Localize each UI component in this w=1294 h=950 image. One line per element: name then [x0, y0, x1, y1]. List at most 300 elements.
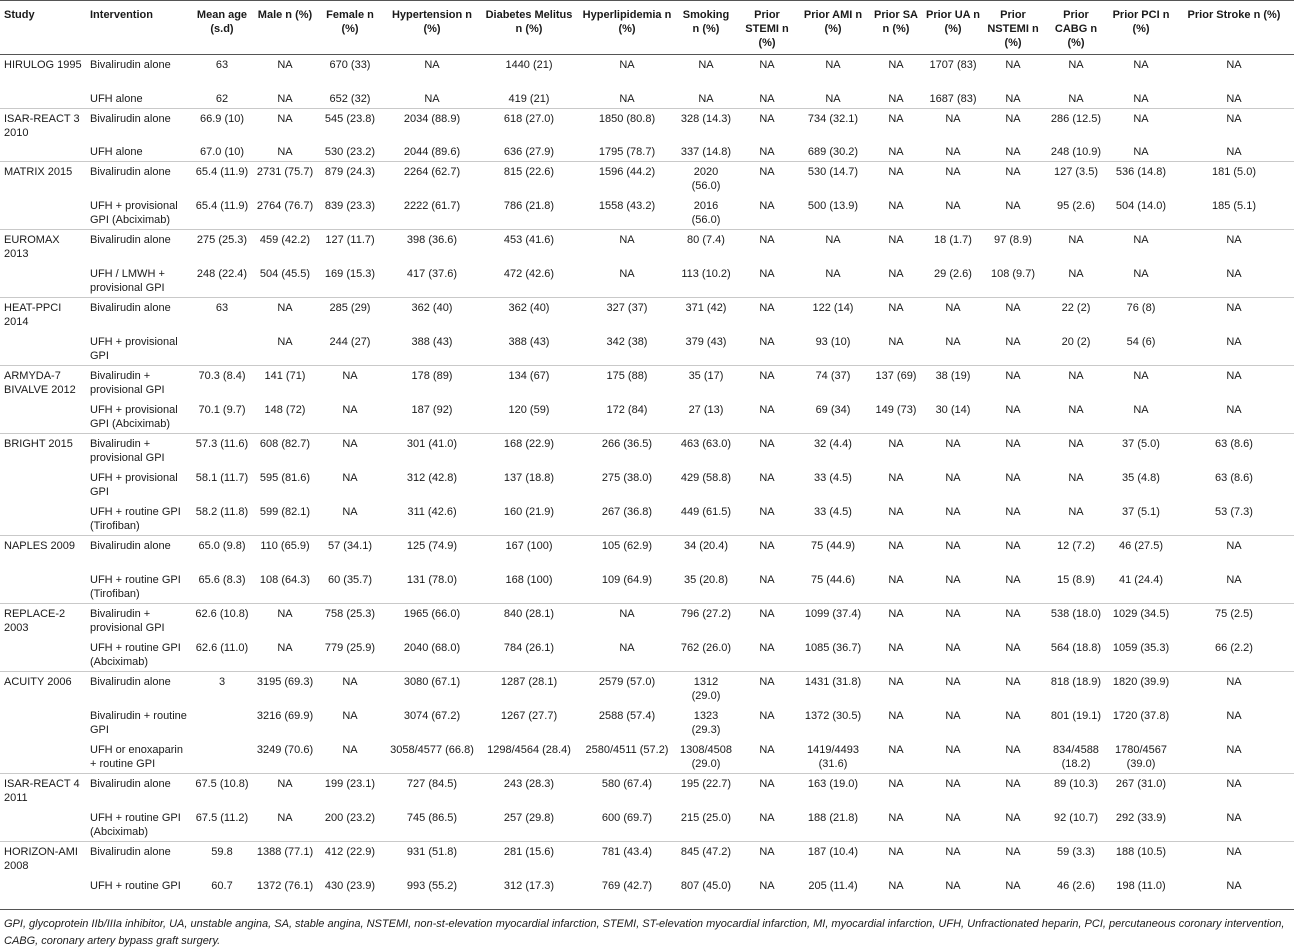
value-cell: 60 (35.7) [327, 573, 373, 586]
value-cell: NA [1068, 403, 1084, 416]
value-cell: NA [1005, 302, 1021, 314]
value-cell: NA [619, 641, 635, 654]
table-row [0, 604, 1294, 638]
value-cell: 18 (1.7) [934, 234, 972, 246]
intervention-cell: UFH + routine GPI [90, 879, 181, 892]
column-header: Smoking n (%) [682, 9, 730, 35]
intervention-cell: Bivalirudin alone [90, 166, 171, 178]
value-cell: 35 (17) [688, 370, 724, 382]
value-cell: 734 (32.1) [807, 112, 859, 125]
table-row [0, 468, 1294, 502]
intervention-cell: UFH + provisional GPI (Abciximab) [90, 199, 178, 226]
value-cell: 33 (4.5) [814, 471, 852, 484]
value-cell: NA [277, 641, 293, 654]
value-cell: 3216 (69.9) [256, 709, 314, 722]
value-cell: 32 (4.4) [814, 438, 852, 450]
value-cell: NA [619, 267, 635, 280]
value-cell: NA [888, 234, 904, 246]
intervention-cell: Bivalirudin + routine GPI [90, 709, 187, 736]
value-cell: 181 (5.0) [1211, 166, 1257, 178]
value-cell: 600 (69.7) [601, 811, 653, 824]
value-cell: 337 (14.8) [680, 146, 732, 158]
table-row [0, 774, 1294, 808]
value-cell: 840 (28.1) [503, 608, 555, 620]
value-cell: 41 (24.4) [1118, 573, 1164, 586]
value-cell: 312 (17.3) [503, 879, 555, 892]
column-header: Hypertension n (%) [391, 9, 473, 35]
value-cell: 22 (2) [1061, 302, 1091, 314]
study-cell [0, 196, 86, 230]
value-cell: NA [945, 335, 961, 348]
value-cell: 1820 (39.9) [1112, 676, 1170, 688]
value-cell: 1687 (83) [929, 92, 977, 105]
value-cell: NA [888, 59, 904, 71]
value-cell: 670 (33) [329, 59, 371, 71]
value-cell: 292 (33.9) [1115, 811, 1167, 824]
value-cell: 2040 (68.0) [403, 641, 461, 654]
value-cell: NA [277, 59, 293, 71]
value-cell: 75 (44.6) [810, 573, 856, 586]
value-cell: 530 (14.7) [807, 166, 859, 178]
value-cell: 267 (36.8) [601, 505, 653, 518]
column-header: Female n (%) [326, 9, 374, 35]
value-cell: NA [277, 811, 293, 824]
value-cell: NA [277, 92, 293, 105]
value-cell: NA [888, 267, 904, 280]
value-cell: 67.0 (10) [199, 146, 245, 158]
value-cell: NA [342, 709, 358, 722]
value-cell: 815 (22.6) [503, 166, 555, 178]
value-cell: NA [277, 302, 293, 314]
intervention-cell: Bivalirudin + provisional GPI [90, 370, 165, 396]
value-cell: 3249 (70.6) [256, 743, 314, 756]
value-cell: NA [888, 335, 904, 348]
value-cell: 1780/4567 (39.0) [1115, 743, 1167, 770]
value-cell: NA [888, 573, 904, 586]
value-cell: 285 (29) [329, 302, 371, 314]
value-cell: 63 [215, 59, 229, 71]
value-cell: NA [945, 438, 961, 450]
value-cell: 35 (20.8) [683, 573, 729, 586]
value-cell: NA [945, 879, 961, 892]
intervention-cell: Bivalirudin alone [90, 302, 171, 314]
value-cell: NA [1226, 743, 1242, 756]
value-cell: 779 (25.9) [324, 641, 376, 654]
study-cell [0, 400, 86, 434]
value-cell: NA [1005, 540, 1021, 552]
value-cell: NA [888, 112, 904, 125]
value-cell: NA [759, 403, 775, 416]
study-cell: ACUITY 2006 [4, 676, 72, 688]
table-row [0, 108, 1294, 142]
value-cell: 60.7 [211, 879, 233, 892]
value-cell: 807 (45.0) [680, 879, 732, 892]
study-cell: HEAT-PPCI 2014 [4, 302, 62, 328]
study-cell [0, 502, 86, 536]
value-cell: NA [888, 676, 904, 688]
value-cell: 30 (14) [935, 403, 971, 416]
column-header: Prior UA n (%) [926, 9, 980, 35]
table-row [0, 842, 1294, 876]
value-cell: NA [1226, 302, 1242, 314]
value-cell: NA [945, 540, 961, 552]
value-cell: 2044 (89.6) [403, 146, 461, 158]
value-cell: NA [759, 166, 775, 178]
value-cell: 122 (14) [812, 302, 854, 314]
value-cell: NA [1133, 146, 1149, 158]
study-cell: BRIGHT 2015 [4, 438, 73, 450]
value-cell: 1707 (83) [929, 59, 977, 71]
value-cell: 15 (8.9) [1057, 573, 1095, 586]
value-cell: 109 (64.9) [601, 573, 653, 586]
study-cell [0, 740, 86, 774]
value-cell: NA [1133, 112, 1149, 125]
value-cell: NA [759, 438, 775, 450]
value-cell: 1419/4493 (31.6) [807, 743, 859, 770]
value-cell: 75 (2.5) [1215, 608, 1253, 620]
value-cell: 538 (18.0) [1050, 608, 1102, 620]
value-cell: NA [1226, 403, 1242, 416]
table-body [0, 55, 1294, 910]
value-cell: NA [888, 92, 904, 105]
value-cell: 65.4 (11.9) [195, 166, 249, 178]
value-cell: 120 (59) [508, 403, 550, 416]
value-cell: 172 (84) [606, 403, 648, 416]
study-cell [0, 89, 86, 109]
value-cell: 65.0 (9.8) [198, 540, 246, 552]
value-cell: 70.1 (9.7) [198, 403, 246, 416]
value-cell: NA [1005, 112, 1021, 125]
value-cell: 762 (26.0) [680, 641, 732, 654]
value-cell: 35 (4.8) [1122, 471, 1160, 484]
value-cell: NA [759, 146, 775, 158]
value-cell: 449 (61.5) [680, 505, 732, 518]
value-cell: NA [1226, 778, 1242, 790]
value-cell: 89 (10.3) [1053, 778, 1099, 790]
value-cell: NA [888, 302, 904, 314]
value-cell: 37 (5.1) [1122, 505, 1160, 518]
value-cell: 2580/4511 (57.2) [585, 743, 669, 756]
value-cell: NA [759, 778, 775, 790]
value-cell: 608 (82.7) [259, 438, 311, 450]
value-cell: 504 (14.0) [1115, 199, 1167, 212]
column-header: Prior CABG n (%) [1054, 9, 1098, 49]
value-cell: 500 (13.9) [807, 199, 859, 212]
value-cell: NA [945, 146, 961, 158]
value-cell: 76 (8) [1126, 302, 1156, 314]
value-cell: 419 (21) [508, 92, 550, 105]
study-cell [0, 808, 86, 842]
value-cell: 80 (7.4) [687, 234, 725, 246]
intervention-cell: UFH alone [90, 146, 143, 158]
value-cell: NA [277, 608, 293, 620]
value-cell: NA [1005, 879, 1021, 892]
intervention-cell: UFH + routine GPI (Abciximab) [90, 811, 181, 838]
value-cell: 412 (22.9) [324, 846, 376, 858]
value-cell: NA [945, 302, 961, 314]
column-header: Hyperlipidemia n (%) [582, 9, 672, 35]
column-header: Prior PCI n (%) [1112, 9, 1170, 35]
value-cell: NA [1226, 676, 1242, 688]
value-cell: NA [945, 846, 961, 858]
value-cell: NA [759, 846, 775, 858]
value-cell: 379 (43) [685, 335, 727, 348]
value-cell: NA [888, 608, 904, 620]
value-cell: 198 (11.0) [1116, 879, 1166, 892]
value-cell: 2579 (57.0) [598, 676, 656, 688]
value-cell: 3074 (67.2) [403, 709, 461, 722]
value-cell: 1965 (66.0) [403, 608, 461, 620]
column-header: Study [4, 9, 35, 21]
value-cell: 108 (64.3) [259, 573, 311, 586]
value-cell: NA [1068, 234, 1084, 246]
value-cell: NA [1068, 92, 1084, 105]
value-cell: 141 (71) [264, 370, 306, 382]
value-cell: NA [1226, 146, 1242, 158]
intervention-cell: UFH / LMWH + provisional GPI [90, 267, 165, 294]
value-cell: 1085 (36.7) [804, 641, 862, 654]
value-cell: 429 (58.8) [680, 471, 732, 484]
value-cell: 2020 (56.0) [691, 166, 721, 192]
value-cell: NA [888, 199, 904, 212]
value-cell: 769 (42.7) [601, 879, 653, 892]
value-cell: NA [1005, 199, 1021, 212]
value-cell: 215 (25.0) [680, 811, 732, 824]
value-cell: NA [619, 92, 635, 105]
table-row [0, 89, 1294, 109]
value-cell: 248 (10.9) [1050, 146, 1102, 158]
value-cell: 2764 (76.7) [256, 199, 314, 212]
study-cell: NAPLES 2009 [4, 540, 75, 552]
header-row [0, 1, 1294, 55]
value-cell: 564 (18.8) [1050, 641, 1102, 654]
study-cell [0, 332, 86, 366]
value-cell: 67.5 (10.8) [195, 778, 249, 790]
value-cell: 188 (21.8) [807, 811, 859, 824]
value-cell: 149 (73) [875, 403, 917, 416]
table-row [0, 400, 1294, 434]
value-cell: 1372 (30.5) [804, 709, 862, 722]
value-cell: 463 (63.0) [680, 438, 732, 450]
study-cell: MATRIX 2015 [4, 166, 73, 178]
value-cell: 57.3 (11.6) [195, 438, 249, 450]
value-cell: 636 (27.9) [503, 146, 555, 158]
value-cell: NA [759, 370, 775, 382]
value-cell: NA [1068, 438, 1084, 450]
value-cell: 70.3 (8.4) [198, 370, 246, 382]
intervention-cell: Bivalirudin alone [90, 112, 171, 125]
value-cell: 1287 (28.1) [500, 676, 558, 688]
value-cell: NA [1005, 811, 1021, 824]
value-cell: 504 (45.5) [259, 267, 311, 280]
value-cell: 312 (42.8) [406, 471, 458, 484]
value-cell: NA [945, 743, 961, 756]
value-cell: 796 (27.2) [680, 608, 732, 620]
value-cell: 3058/4577 (66.8) [390, 743, 474, 756]
value-cell: 75 (44.9) [810, 540, 856, 552]
value-cell: 371 (42) [685, 302, 727, 314]
value-cell: NA [1005, 92, 1021, 105]
study-cell [0, 142, 86, 162]
value-cell: 169 (15.3) [324, 267, 376, 280]
value-cell: NA [342, 505, 358, 518]
value-cell: 127 (3.5) [1053, 166, 1099, 178]
value-cell: 163 (19.0) [807, 778, 859, 790]
table-row [0, 142, 1294, 162]
value-cell: 1720 (37.8) [1112, 709, 1170, 722]
study-cell: EUROMAX 2013 [4, 234, 60, 260]
intervention-cell: UFH or enoxaparin + routine GPI [90, 743, 183, 770]
value-cell: NA [759, 302, 775, 314]
value-cell: 62 [215, 92, 229, 105]
table-row [0, 672, 1294, 706]
value-cell: NA [1068, 471, 1084, 484]
value-cell: NA [1005, 471, 1021, 484]
table-row [0, 570, 1294, 604]
intervention-cell: UFH alone [90, 92, 143, 105]
value-cell: NA [342, 471, 358, 484]
value-cell: 243 (28.3) [503, 778, 555, 790]
value-cell: 1298/4564 (28.4) [487, 743, 571, 756]
table-row [0, 876, 1294, 910]
value-cell: 275 (25.3) [196, 234, 248, 246]
value-cell: 58.2 (11.8) [195, 505, 249, 518]
value-cell: NA [1226, 92, 1242, 105]
intervention-cell: Bivalirudin alone [90, 676, 171, 688]
value-cell: 3 [218, 676, 226, 688]
value-cell: NA [619, 234, 635, 246]
table-row [0, 638, 1294, 672]
value-cell: NA [342, 438, 358, 450]
intervention-cell: Bivalirudin alone [90, 846, 171, 858]
value-cell: 113 (10.2) [681, 267, 731, 280]
value-cell: 33 (4.5) [814, 505, 852, 518]
value-cell: 137 (69) [875, 370, 917, 382]
table-row [0, 808, 1294, 842]
value-cell: 1431 (31.8) [804, 676, 862, 688]
value-cell: 53 (7.3) [1215, 505, 1253, 518]
value-cell: 187 (92) [411, 403, 453, 416]
value-cell: NA [342, 370, 358, 382]
value-cell: NA [945, 573, 961, 586]
value-cell: NA [1005, 335, 1021, 348]
value-cell: NA [277, 112, 293, 125]
value-cell: NA [1226, 267, 1242, 280]
study-cell: ISAR-REACT 3 2010 [4, 112, 80, 139]
value-cell: 595 (81.6) [259, 471, 311, 484]
value-cell: 286 (12.5) [1050, 112, 1102, 125]
value-cell: 63 [215, 302, 229, 314]
value-cell: NA [759, 540, 775, 552]
value-cell: NA [945, 505, 961, 518]
value-cell: NA [945, 166, 961, 178]
value-cell: 1323 (29.3) [691, 709, 721, 736]
table-row [0, 162, 1294, 196]
value-cell: 97 (8.9) [994, 234, 1032, 246]
value-cell: NA [277, 146, 293, 158]
value-cell: NA [759, 811, 775, 824]
value-cell: NA [1005, 778, 1021, 790]
table-header [0, 1, 1294, 55]
value-cell: NA [1226, 112, 1242, 125]
value-cell [190, 740, 254, 774]
value-cell: NA [888, 540, 904, 552]
value-cell: NA [1068, 370, 1084, 382]
value-cell: NA [277, 335, 293, 348]
column-header: Prior STEMI n (%) [745, 9, 789, 49]
value-cell: 2731 (75.7) [256, 166, 314, 178]
value-cell: 931 (51.8) [406, 846, 458, 858]
value-cell: 65.4 (11.9) [195, 199, 249, 212]
value-cell [190, 332, 254, 366]
value-cell: 188 (10.5) [1115, 846, 1167, 858]
value-cell: 20 (2) [1061, 335, 1091, 348]
value-cell: NA [888, 743, 904, 756]
table-row [0, 196, 1294, 230]
column-header: Male n (%) [257, 9, 313, 21]
value-cell: 784 (26.1) [503, 641, 555, 654]
value-cell: NA [945, 676, 961, 688]
study-cell [0, 876, 86, 910]
value-cell: NA [759, 743, 775, 756]
intervention-cell: UFH + routine GPI (Tirofiban) [90, 505, 181, 532]
value-cell: 59.8 [211, 846, 233, 858]
value-cell: 187 (10.4) [807, 846, 859, 858]
value-cell: 178 (89) [411, 370, 453, 382]
value-cell: NA [1133, 234, 1149, 246]
value-cell: 845 (47.2) [680, 846, 732, 858]
value-cell: NA [945, 112, 961, 125]
value-cell: NA [825, 234, 841, 246]
column-header: Intervention [90, 9, 153, 21]
value-cell: 453 (41.6) [503, 234, 555, 246]
study-cell: HIRULOG 1995 [4, 59, 82, 71]
study-cell [0, 264, 86, 298]
value-cell: 1372 (76.1) [256, 879, 314, 892]
value-cell: NA [759, 608, 775, 620]
value-cell: 63 (8.6) [1215, 438, 1253, 450]
value-cell: 1795 (78.7) [598, 146, 656, 158]
value-cell: NA [945, 608, 961, 620]
intervention-cell: UFH + provisional GPI (Abciximab) [90, 403, 178, 430]
table-footnote: GPI, glycoprotein IIb/IIIa inhibitor, UA, unstable angina, SA, stable angina, NSTEMI, non-st-elevation myocardial infarction, STEMI, ST-elevation myocardial infarction, MI, myocardial infarction, UFH, Unfractionated heparin, PCI, percutaneous coronary intervention, CABG, coronary artery bypass graft surgery. [4, 918, 1285, 947]
value-cell: NA [1226, 370, 1242, 382]
value-cell: NA [1226, 335, 1242, 348]
value-cell: 108 (9.7) [990, 267, 1036, 280]
value-cell: NA [945, 778, 961, 790]
table-row [0, 332, 1294, 366]
value-cell: 175 (88) [606, 370, 648, 382]
study-cell: ARMYDA-7 BIVALVE 2012 [4, 370, 76, 396]
value-cell: 430 (23.9) [324, 879, 376, 892]
value-cell: 2016 (56.0) [691, 199, 721, 226]
value-cell: NA [424, 92, 440, 105]
value-cell: NA [1133, 370, 1149, 382]
value-cell: 1596 (44.2) [598, 166, 656, 178]
value-cell: 168 (22.9) [503, 438, 555, 450]
study-cell: HORIZON-AMI 2008 [4, 846, 78, 872]
intervention-cell: Bivalirudin alone [90, 778, 171, 790]
value-cell: 125 (74.9) [406, 540, 458, 552]
value-cell: 29 (2.6) [934, 267, 972, 280]
value-cell: 66.9 (10) [199, 112, 245, 125]
value-cell: NA [888, 146, 904, 158]
value-cell: 472 (42.6) [503, 267, 555, 280]
value-cell: 62.6 (11.0) [195, 641, 249, 654]
value-cell: NA [945, 811, 961, 824]
value-cell: 69 (34) [815, 403, 851, 416]
value-cell: 342 (38) [606, 335, 648, 348]
